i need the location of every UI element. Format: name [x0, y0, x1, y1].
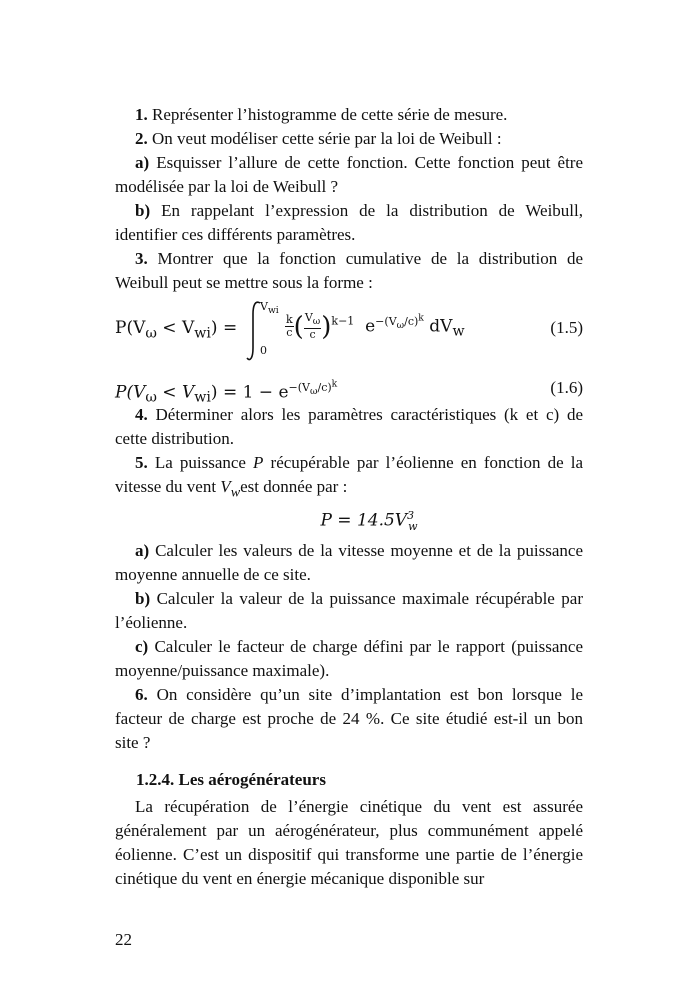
integral-lower-limit: 0 — [260, 344, 267, 357]
section-paragraph: La récupération de l’énergie cinétique du vent est assurée généralement par un aérogénérateur, plus communément appelé éolienne. C’est un dispositif qui transforme une partie de l’énergie cinétique du vent en énergie mécanique disponible sur — [115, 797, 583, 888]
question-5b: b) Calculer la valeur de la puissance maximale récupérable par l’éolienne. — [115, 589, 583, 633]
eq15-lhs: $P(V_\omega < V_{wi})$ = — [115, 318, 238, 342]
question-5a: a) Calculer les valeurs de la vitesse moyenne et de la puissance moyenne annuelle de ce site. — [115, 541, 583, 585]
eq-number-1-6: (1.6) — [550, 378, 583, 397]
question-5: 5. La puissance P récupérable par l’éolienne en fonction de la vitesse du vent $V_west$ donnée par : — [115, 453, 584, 501]
k-over-c: $\frac{k}{c}$ — [286, 313, 293, 340]
weibull-integrand: $\frac{k}{c}$ ( $\frac{V_\omega}{c}$ )$^{k-1}$ $e^{-(V_\omega/c)^k}$ $dV_w$ — [286, 311, 465, 342]
eq-number-1-5: (1.5) — [550, 318, 583, 337]
eq16-expression: $P(V_\omega < V_{wi}) = 1 - e^{-(V_\omega/c)^k}$ — [115, 378, 338, 406]
integral-upper-limit: $V_{wi}$ — [260, 300, 279, 317]
section-heading: 1.2.4. Les aérogénérateurs — [136, 770, 326, 789]
section-paragraph-block — [115, 795, 583, 891]
question-1: 1. Représenter l’histogramme de cette série de mesure. — [135, 105, 508, 124]
power-formula: $P = 14.5V^3_w$ — [320, 509, 418, 534]
question-6: 6. On considère qu’un site d’implantation est bon lorsque le facteur de charge est proche de 24 %. Ce site étudié est-il un bon site ? — [115, 685, 583, 753]
question-2: 2. On veut modéliser cette série par la loi de Weibull : — [135, 129, 502, 148]
question-5c: c) Calculer le facteur de charge défini par le rapport (puissance moyenne/puissance maximale). — [115, 637, 584, 681]
question-block-1 — [115, 103, 583, 295]
v-over-c: $\frac{V_\omega}{c}$ — [304, 311, 321, 342]
question-block-2 — [115, 403, 583, 755]
page-number: 22 — [115, 930, 132, 949]
question-3: 3. Montrer que la fonction cumulative de la distribution de Weibull peut se mettre sous la forme : — [115, 249, 583, 292]
question-2b: b) En rappelant l’expression de la distribution de Weibull, identifier ces différents paramètres. — [115, 201, 584, 244]
question-2a: a) Esquisser l’allure de cette fonction. Cette fonction peut être modélisée par la loi de Weibull ? — [115, 153, 583, 196]
equation-1-6 — [115, 372, 583, 406]
equation-1-5 — [115, 292, 583, 364]
question-4: 4. Déterminer alors les paramètres caractéristiques (k et c) de cette distribution. — [115, 405, 583, 448]
